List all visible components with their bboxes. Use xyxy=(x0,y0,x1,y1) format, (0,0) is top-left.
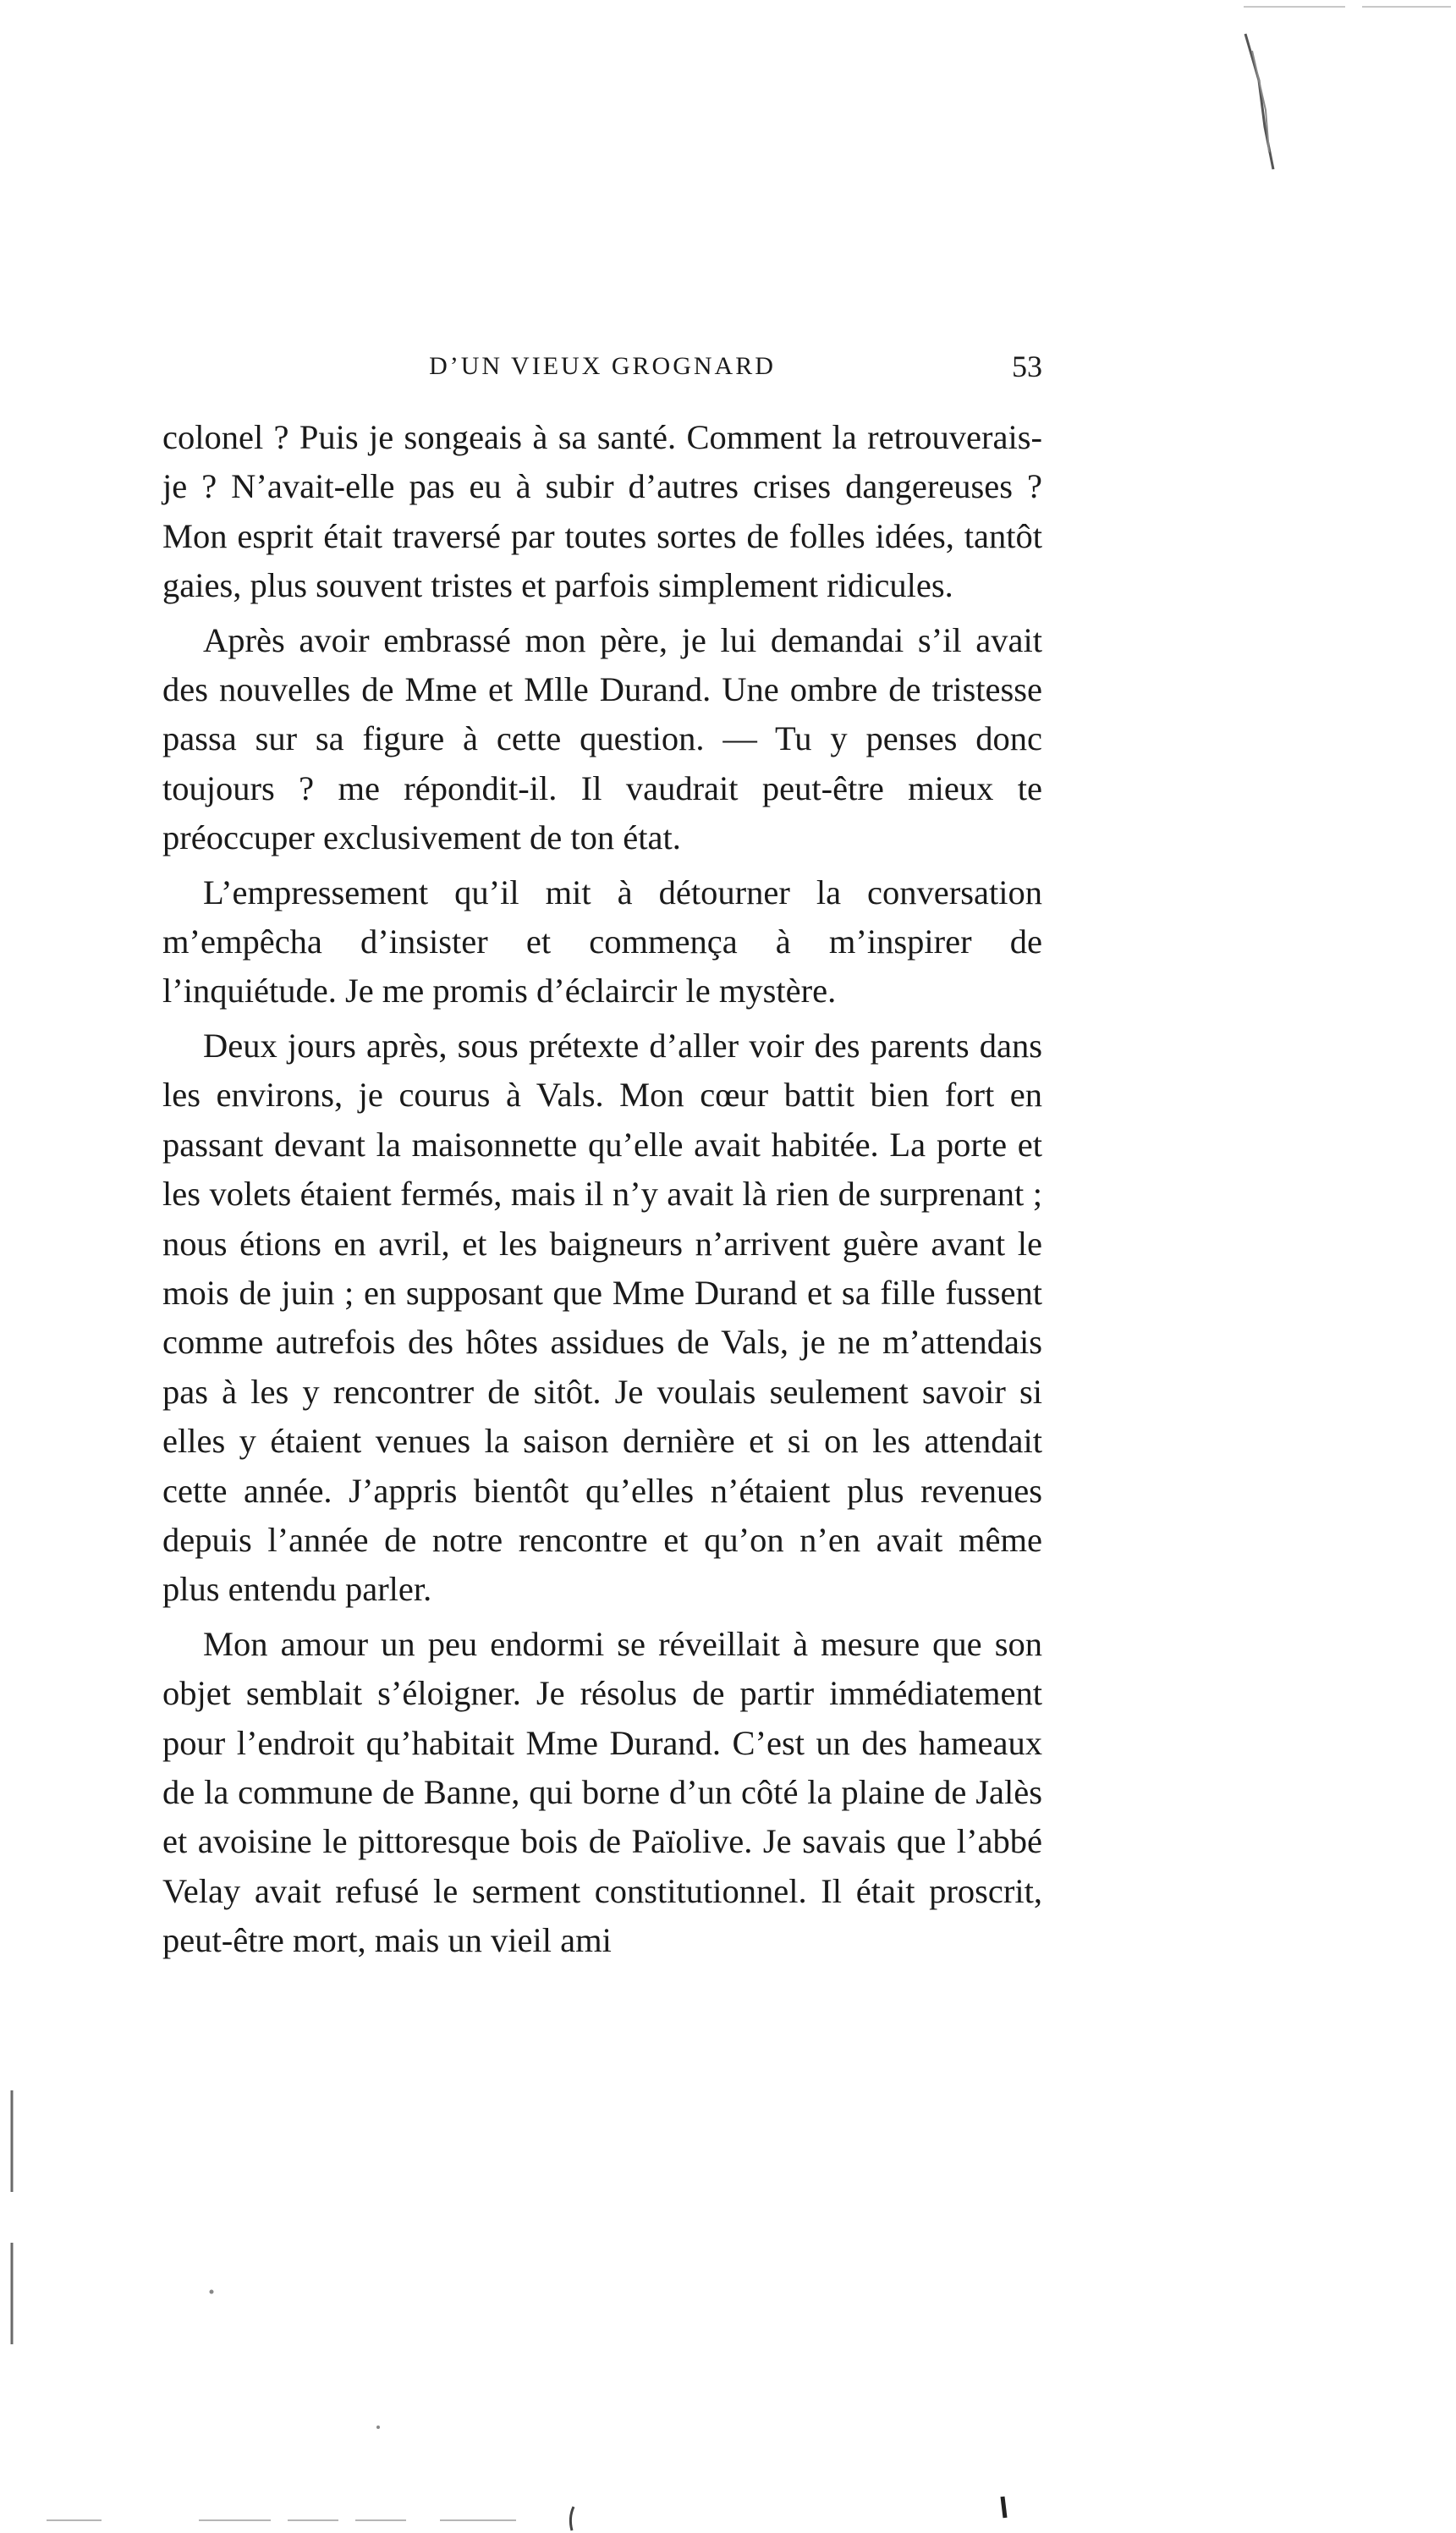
body-text xyxy=(162,413,1042,1966)
paragraph-4: Deux jours après, sous prétexte d’aller voir des parents dans les environs, je courus à Vals. Mon cœur battit bien fort en passant devant la maisonnette qu’elle avait habitée. La porte et les volets étaient fermés, mais il n’y avait là rien de surprenant ; nous étions en avril, et les baigneurs n’arrivent guère avant le mois de juin ; en supposant que Mme Durand et sa fille fussent comme autrefois des hôtes assidues de Vals, je ne m’attendais pas à les y rencontrer de sitôt. Je voulais seulement savoir si elles y étaient venues la saison dernière et si on les attendait cette année. J’appris bientôt qu’elles n’étaient plus revenues depuis l’année de notre rencontre et qu’on n’en avait même plus entendu parler. xyxy=(162,1026,1042,1609)
scan-speck xyxy=(570,2507,574,2530)
running-head xyxy=(162,345,1042,396)
page-number: 53 xyxy=(1012,350,1042,383)
scan-speck xyxy=(1003,2497,1005,2518)
scan-speck xyxy=(210,2290,214,2294)
paragraph-3: L’empressement qu’il mit à détourner la conversation m’empêcha d’insister et commença à m’inspirer de l’inquiétude. Je me promis d’éclaircir le mystère. xyxy=(162,873,1042,1010)
paragraph-5: Mon amour un peu endormi se réveillait à mesure que son objet semblait s’éloigner. Je résolus de partir immédiatement pour l’endroit qu’habitait Mme Durand. C’est un des hameaux de la commune de Banne, qui borne d’un côté la plaine de Jalès et avoisine le pittoresque bois de Païolive. Je savais que l’abbé Velay avait refusé le serment constitutionnel. Il était proscrit, peut-être mort, mais un vieil ami xyxy=(162,1624,1042,1960)
paragraph-1: colonel ? Puis je songeais à sa santé. Comment la retrouverais-je ? N’avait-elle pas eu à subir d’autres crises dangereuses ? Mon esprit était traversé par toutes sortes de folles idées, tantôt gaies, plus souvent tristes et parfois simplement ridicules. xyxy=(162,418,1042,605)
scan-speck xyxy=(376,2426,380,2429)
running-title: D’UN VIEUX GROGNARD xyxy=(429,352,776,380)
paragraph-2: Après avoir embrassé mon père, je lui demandai s’il avait des nouvelles de Mme et Mlle Durand. Une ombre de tristesse passa sur sa figure à cette question. — Tu y penses donc toujours ? me répondit-il. Il vaudrait peut-être mieux te préoccuper exclusivement de ton état. xyxy=(162,620,1042,857)
